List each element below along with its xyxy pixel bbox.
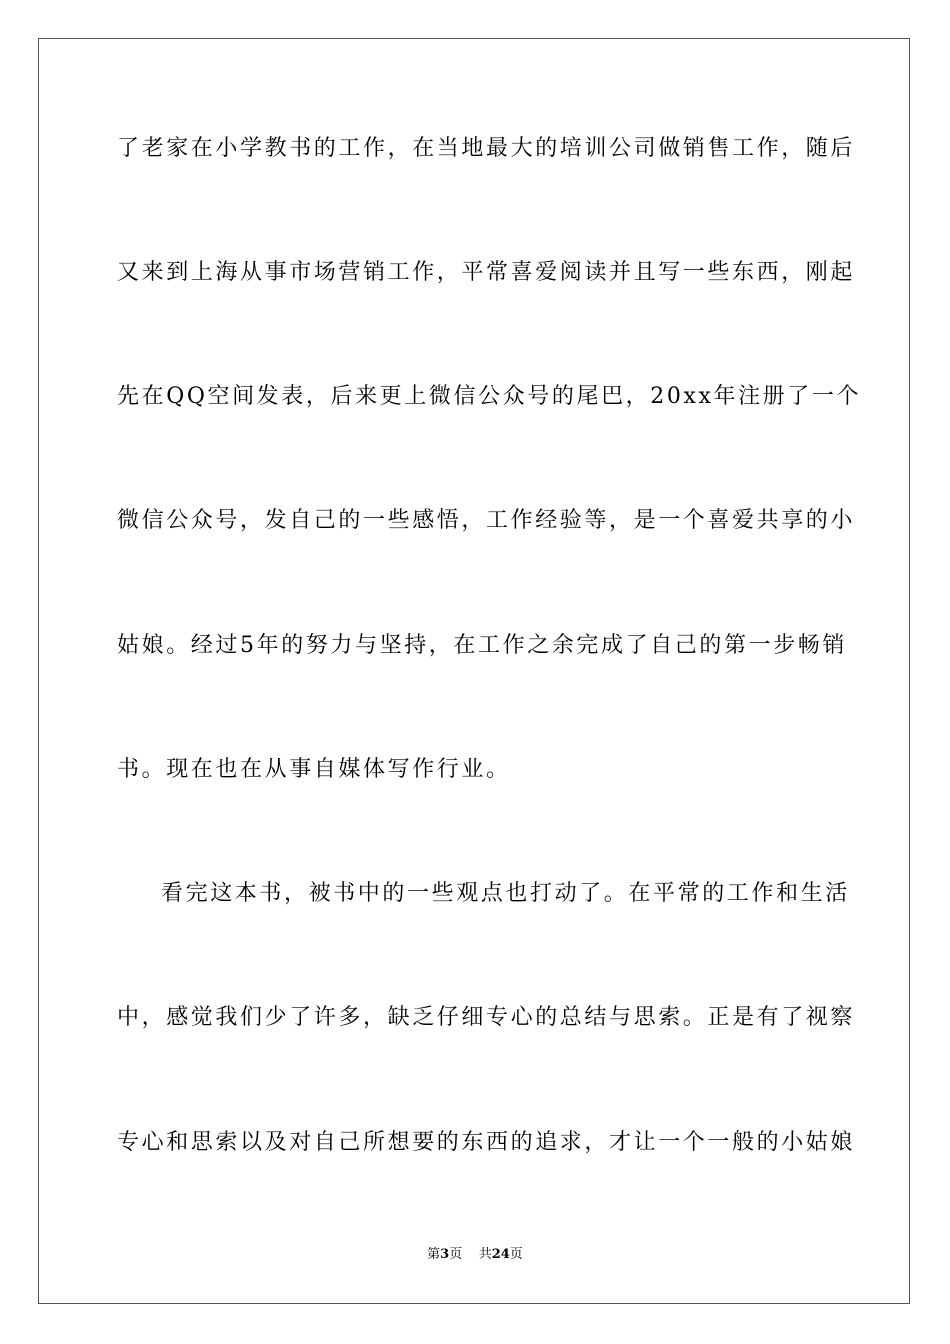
page-prefix: 第 xyxy=(427,1247,441,1262)
text-line-8: 中，感觉我们少了许多，缺乏仔细专心的总结与思索。正是有了视察 xyxy=(117,1005,856,1030)
text-line-2: 又来到上海从事市场营销工作，平常喜爱阅读并且写一些东西，刚起 xyxy=(117,260,856,285)
text-line-4: 微信公众号，发自己的一些感悟，工作经验等，是一个喜爱共享的小 xyxy=(117,508,856,533)
page-footer xyxy=(0,1246,950,1264)
text-line-7: 看完这本书，被书中的一些观点也打动了。在平常的工作和生活 xyxy=(161,881,850,906)
page-suffix: 页 xyxy=(449,1247,463,1262)
text-line-9: 专心和思索以及对自己所想要的东西的追求，才让一个一般的小姑娘 xyxy=(117,1130,856,1155)
page-border xyxy=(38,38,910,1304)
text-line-1: 了老家在小学教书的工作，在当地最大的培训公司做销售工作，随后 xyxy=(117,136,856,161)
text-line-5: 姑娘。经过5年的努力与坚持，在工作之余完成了自己的第一步畅销 xyxy=(117,633,847,658)
total-prefix: 共 xyxy=(478,1247,492,1262)
text-line-3: 先在QQ空间发表，后来更上微信公众号的尾巴，20xx年注册了一个 xyxy=(117,384,862,409)
current-page-number: 3 xyxy=(440,1247,450,1262)
text-line-6: 书。现在也在从事自媒体写作行业。 xyxy=(117,757,511,782)
total-page-count: 24 xyxy=(491,1247,510,1262)
total-suffix: 页 xyxy=(509,1247,523,1262)
